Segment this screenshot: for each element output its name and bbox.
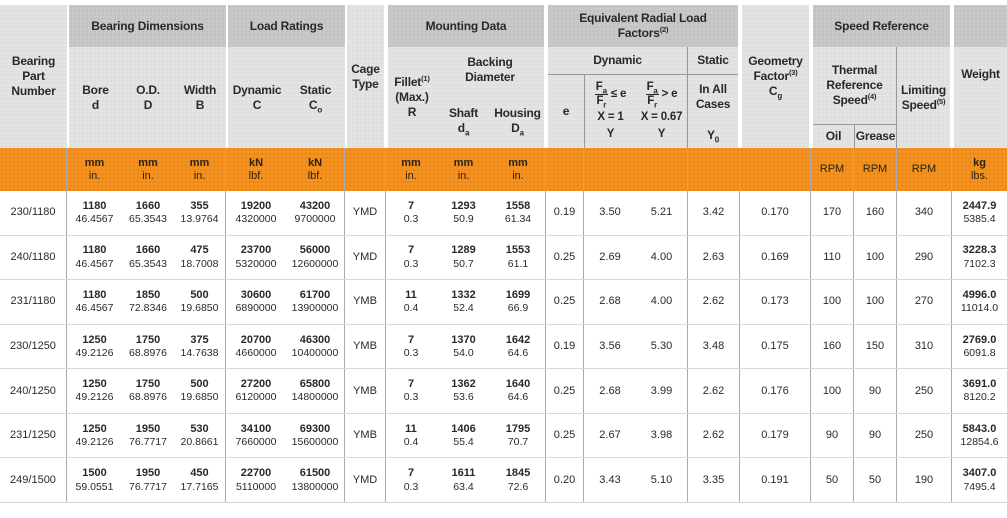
housing-diameter-cell: 1553 61.1 — [491, 236, 546, 280]
limiting-speed-cell: 250 — [897, 414, 952, 458]
factor-e-cell: 0.25 — [546, 414, 584, 458]
factor-y-x1-cell: 2.68 — [599, 295, 621, 308]
dynamic-load-cell: 22700 5110000 — [235, 467, 277, 493]
housing-diameter-cell: 1699 66.9 — [491, 280, 546, 324]
shaft-diameter-cell: 1293 50.9 — [451, 199, 476, 226]
od-cell: 1950 76.7717 — [129, 467, 167, 493]
weight-cell: 3407.0 7495.4 — [962, 467, 997, 493]
factor-y0-cell: 3.35 — [688, 458, 740, 502]
cage-type-cell: YMB — [345, 325, 386, 369]
dynamic-load-cell: 19200 4320000 — [235, 199, 277, 226]
factor-e-cell: 0.25 — [546, 280, 584, 324]
dynamic-load-cell: 30600 6890000 — [235, 289, 277, 315]
limiting-speed-cell: 310 — [897, 325, 952, 369]
units-spacer — [740, 148, 811, 191]
header-part-number: Bearing Part Number — [0, 5, 67, 148]
grease-speed-cell: 160 — [854, 191, 897, 235]
factor-y-x067-cell: 5.21 — [636, 191, 688, 235]
header-thermal-reference-speed: Thermal Reference Speed$^{(4)}$ — [813, 47, 896, 125]
housing-diameter-cell: 1845 72.6 — [491, 458, 546, 502]
header-od: O.D. D — [136, 82, 160, 112]
weight-cell: 3228.3 7102.3 — [962, 244, 997, 270]
grease-speed-cell: 90 — [854, 414, 897, 458]
cage-type-cell: YMD — [345, 236, 386, 280]
dynamic-load-cell: 34100 7660000 — [235, 422, 277, 448]
factor-y-x067-cell: 5.10 — [636, 458, 688, 502]
factor-y-x1-cell: 3.56 — [599, 339, 621, 352]
width-cell: 355 13.9764 — [174, 191, 226, 235]
factor-y-x067-cell: 4.00 — [636, 236, 688, 280]
factor-e-cell: 0.20 — [546, 458, 584, 502]
header-weight: Weight — [954, 47, 1007, 148]
table-row — [0, 191, 1007, 235]
width-cell: 375 14.7638 — [174, 325, 226, 369]
table-row — [0, 235, 1007, 280]
housing-diameter-cell: 1642 64.6 — [491, 325, 546, 369]
bore-cell: 1250 49.2126 — [75, 333, 114, 359]
factor-y-x1-cell: 2.69 — [599, 250, 621, 263]
factor-y-x1-cell: 2.67 — [599, 429, 621, 442]
geometry-factor-cell: 0.179 — [740, 414, 811, 458]
fillet-cell: 11 0.4 — [403, 289, 419, 315]
grease-speed-cell: 150 — [854, 325, 897, 369]
table-row — [0, 279, 1007, 324]
header-group-speed-reference: Speed Reference — [813, 5, 950, 47]
header-oil: Oil — [813, 125, 855, 148]
header-group-mounting-data: Mounting Data — [388, 5, 544, 47]
housing-diameter-cell: 1795 70.7 — [491, 414, 546, 458]
weight-cell: 4996.0 11014.0 — [960, 289, 999, 315]
dynamic-load-cell: 23700 5320000 — [235, 244, 277, 270]
limiting-speed-cell: 340 — [897, 191, 952, 235]
part-number-cell: 230/1180 — [0, 191, 67, 235]
limiting-speed-cell: 270 — [897, 280, 952, 324]
factor-y0-cell: 2.63 — [688, 236, 740, 280]
geometry-factor-cell: 0.191 — [740, 458, 811, 502]
width-cell: 450 17.7165 — [174, 458, 226, 502]
bore-cell: 1500 59.0551 — [75, 467, 114, 493]
bore-cell: 1180 46.4567 — [75, 244, 114, 270]
header-group-load-ratings: Load Ratings — [228, 5, 345, 47]
od-cell: 1750 68.8976 — [129, 378, 167, 404]
shaft-diameter-cell: 1332 52.4 — [451, 289, 476, 315]
shaft-diameter-cell: 1611 63.4 — [451, 467, 476, 493]
shaft-diameter-cell: 1406 55.4 — [451, 422, 476, 448]
geometry-factor-cell: 0.176 — [740, 369, 811, 413]
units-dynamic: kN lbf. — [248, 156, 264, 182]
limiting-speed-cell: 190 — [897, 458, 952, 502]
oil-speed-cell: 170 — [811, 191, 854, 235]
units-spacer — [546, 148, 584, 191]
geometry-factor-cell: 0.173 — [740, 280, 811, 324]
units-spacer — [636, 148, 688, 191]
part-number-cell: 240/1250 — [0, 369, 67, 413]
grease-speed-cell: 50 — [854, 458, 897, 502]
static-load-cell: 61500 13800000 — [286, 458, 345, 502]
table-row — [0, 368, 1007, 413]
geometry-factor-cell: 0.169 — [740, 236, 811, 280]
weight-cell: 5843.0 12854.6 — [960, 422, 999, 448]
part-number-cell: 249/1500 — [0, 458, 67, 502]
static-load-cell: 69300 15600000 — [286, 414, 345, 458]
fillet-cell: 7 0.3 — [403, 467, 419, 493]
static-load-cell: 65800 14800000 — [286, 369, 345, 413]
factor-y-x1-cell: 2.68 — [599, 384, 621, 397]
cage-type-cell: YMB — [345, 369, 386, 413]
oil-speed-cell: 160 — [811, 325, 854, 369]
factor-y0-cell: 2.62 — [688, 369, 740, 413]
static-load-cell: 46300 10400000 — [286, 325, 345, 369]
limiting-speed-cell: 290 — [897, 236, 952, 280]
fillet-cell: 7 0.3 — [403, 244, 419, 270]
cage-type-cell: YMB — [345, 414, 386, 458]
table-row — [0, 413, 1007, 458]
geometry-factor-cell: 0.170 — [740, 191, 811, 235]
width-cell: 530 20.8661 — [174, 414, 226, 458]
shaft-diameter-cell: 1370 54.0 — [451, 333, 476, 359]
od-cell: 1660 65.3543 — [129, 199, 167, 226]
units-oil: RPM — [811, 148, 854, 191]
static-load-cell: 43200 9700000 — [286, 191, 345, 235]
geometry-factor-cell: 0.175 — [740, 325, 811, 369]
units-spacer — [0, 148, 67, 191]
units-bore: mm in. — [84, 156, 105, 182]
weight-cell: 2447.9 5385.4 — [962, 199, 997, 226]
header-group-bearing-dimensions: Bearing Dimensions — [69, 5, 226, 47]
header-sub-load-ratings — [228, 47, 345, 148]
factor-y-x067-cell: 3.99 — [636, 369, 688, 413]
bore-cell: 1180 46.4567 — [75, 289, 114, 315]
factor-y0-cell: 2.62 — [688, 414, 740, 458]
weight-cell: 2769.0 6091.8 — [962, 333, 997, 359]
units-grease: RPM — [854, 148, 897, 191]
header-factor-y-x1: $\frac{F_a}{F_r}$ ≤ e X = 1 Y — [595, 80, 627, 140]
units-spacer — [584, 148, 636, 191]
od-cell: 1950 76.7717 — [129, 422, 167, 448]
factor-y-x1-cell: 3.50 — [599, 206, 621, 219]
factor-y-x067-cell: 5.30 — [636, 325, 688, 369]
header-backing-diameter: Backing Diameter — [465, 55, 515, 84]
limiting-speed-cell: 250 — [897, 369, 952, 413]
fillet-cell: 7 0.3 — [403, 378, 419, 404]
header-factor-y-x067: $\frac{F_a}{F_r}$ > e X = 0.67 Y — [636, 75, 688, 148]
cage-type-cell: YMB — [345, 280, 386, 324]
units-limiting: RPM — [897, 148, 952, 191]
part-number-cell: 240/1180 — [0, 236, 67, 280]
shaft-diameter-cell: 1362 53.6 — [451, 378, 476, 404]
units-static: kN lbf. — [286, 148, 345, 191]
header-width: Width B — [183, 82, 217, 112]
factor-y0-cell: 3.48 — [688, 325, 740, 369]
units-fillet: mm in. — [401, 156, 421, 182]
table-row — [0, 457, 1007, 502]
oil-speed-cell: 90 — [811, 414, 854, 458]
header-cage-type: Cage Type — [347, 5, 384, 148]
fillet-cell: 11 0.4 — [403, 422, 419, 448]
header-shaft-da: Shaft $d_a$ — [448, 105, 478, 137]
static-load-cell: 56000 12600000 — [286, 236, 345, 280]
factor-y-x1-cell: 3.43 — [599, 473, 621, 486]
width-cell: 500 19.6850 — [174, 280, 226, 324]
units-width: mm in. — [174, 148, 226, 191]
housing-diameter-cell: 1640 64.6 — [491, 369, 546, 413]
factor-e-cell: 0.19 — [546, 325, 584, 369]
units-weight: kg lbs. — [970, 156, 989, 182]
bore-cell: 1250 49.2126 — [75, 422, 114, 448]
factor-y-x067-cell: 3.98 — [636, 414, 688, 458]
dynamic-load-cell: 20700 4660000 — [235, 333, 277, 359]
units-spacer — [688, 148, 740, 191]
oil-speed-cell: 110 — [811, 236, 854, 280]
table-body — [0, 191, 1007, 503]
factor-e-cell: 0.25 — [546, 369, 584, 413]
table-header — [0, 0, 1007, 148]
oil-speed-cell: 50 — [811, 458, 854, 502]
units-spacer — [345, 148, 386, 191]
header-dynamic-c: Dynamic C — [232, 82, 282, 112]
header-sub-radial-factors — [548, 47, 738, 148]
cage-type-cell: YMD — [345, 191, 386, 235]
header-weight-spacer — [954, 5, 1007, 47]
od-cell: 1850 72.8346 — [129, 289, 167, 315]
od-cell: 1750 68.8976 — [129, 333, 167, 359]
housing-diameter-cell: 1558 61.34 — [491, 191, 546, 235]
units-housing: mm in. — [491, 148, 546, 191]
width-cell: 500 19.6850 — [174, 369, 226, 413]
factor-y0-cell: 2.62 — [688, 280, 740, 324]
header-factor-e: e — [548, 75, 585, 148]
static-load-cell: 61700 13900000 — [286, 280, 345, 324]
units-row — [0, 148, 1007, 191]
header-housing-da: Housing $D_a$ — [494, 105, 541, 137]
table-row — [0, 324, 1007, 369]
bore-cell: 1250 49.2126 — [75, 378, 114, 404]
part-number-cell: 231/1180 — [0, 280, 67, 324]
part-number-cell: 231/1250 — [0, 414, 67, 458]
header-bore: Bore d — [82, 82, 109, 112]
factor-e-cell: 0.25 — [546, 236, 584, 280]
factor-y0-cell: 3.42 — [688, 191, 740, 235]
header-sub-speed-reference — [813, 47, 950, 148]
fillet-cell: 7 0.3 — [403, 199, 419, 226]
grease-speed-cell: 90 — [854, 369, 897, 413]
cage-type-cell: YMD — [345, 458, 386, 502]
header-limiting-speed: Limiting Speed$^{(5)}$ — [900, 82, 947, 112]
oil-speed-cell: 100 — [811, 369, 854, 413]
shaft-diameter-cell: 1289 50.7 — [451, 244, 476, 270]
width-cell: 475 18.7008 — [174, 236, 226, 280]
factor-y-x067-cell: 4.00 — [636, 280, 688, 324]
header-grease: Grease — [855, 129, 896, 144]
header-radial-dynamic: Dynamic — [548, 47, 688, 75]
header-group-radial-factors: Equivalent Radial Load Factors$^{(2)}$ — [548, 5, 738, 47]
header-geometry-factor: Geometry Factor$^{(3)}$ $C_g$ — [742, 5, 809, 148]
grease-speed-cell: 100 — [854, 280, 897, 324]
weight-cell: 3691.0 8120.2 — [962, 378, 997, 404]
header-sub-mounting-data — [388, 47, 544, 148]
bore-cell: 1180 46.4567 — [75, 199, 114, 226]
header-static-co: Static $C_o$ — [299, 82, 332, 114]
od-cell: 1660 65.3543 — [129, 244, 167, 270]
header-sub-bearing-dimensions — [69, 47, 226, 148]
part-number-cell: 230/1250 — [0, 325, 67, 369]
units-shaft: mm in. — [453, 156, 474, 182]
header-in-all-cases: In All Cases $Y_0$ — [695, 82, 731, 145]
header-radial-static: Static — [688, 47, 738, 75]
fillet-cell: 7 0.3 — [403, 333, 419, 359]
oil-speed-cell: 100 — [811, 280, 854, 324]
units-od: mm in. — [138, 156, 158, 182]
header-fillet: Fillet$^{(1)}$ (Max.) R — [394, 74, 430, 119]
factor-e-cell: 0.19 — [546, 191, 584, 235]
grease-speed-cell: 100 — [854, 236, 897, 280]
dynamic-load-cell: 27200 6120000 — [235, 378, 277, 404]
